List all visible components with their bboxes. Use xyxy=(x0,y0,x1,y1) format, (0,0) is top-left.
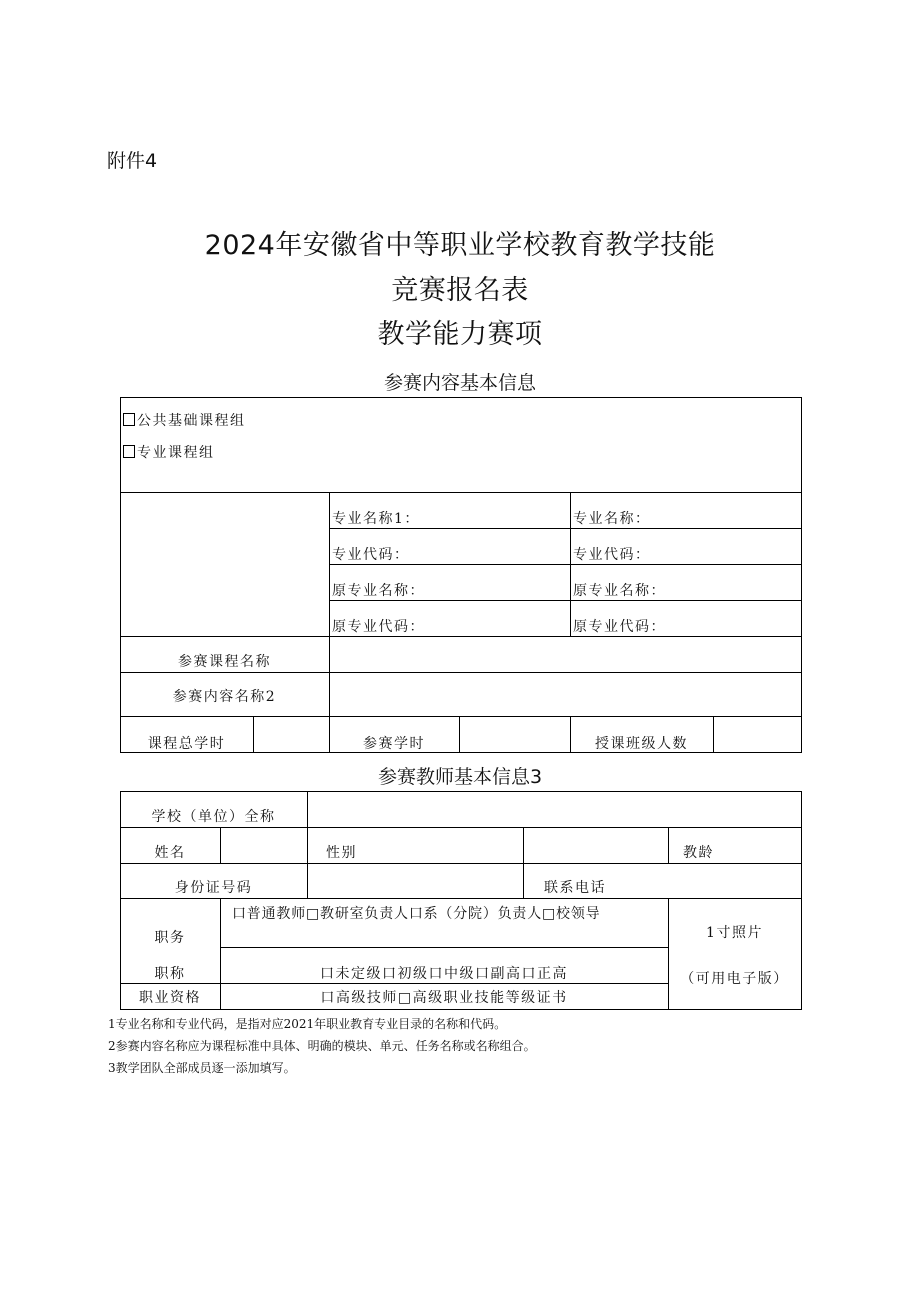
label-course-name: 参赛课程名称 xyxy=(178,654,271,670)
checkbox-public-group[interactable]: 公共基础课程组 xyxy=(123,410,246,430)
label-gender: 性别 xyxy=(326,845,357,861)
label-major-name: 专业名称： xyxy=(573,511,651,527)
label-orig-major-code: 原专业代码： xyxy=(332,619,425,635)
label-phone: 联系电话 xyxy=(544,880,606,896)
label-name: 姓名 xyxy=(154,845,186,861)
page-title-line2: 竞赛报名表 xyxy=(391,275,529,306)
page-subtitle: 教学能力赛项 xyxy=(377,319,543,350)
label-teaching-years: 教龄 xyxy=(683,845,714,861)
label-orig-major-code-2: 原专业代码： xyxy=(573,619,666,635)
attachment-label: 附件4 xyxy=(107,150,158,172)
page-title: 2024年安徽省中等职业学校教育教学技能 xyxy=(204,230,716,261)
label-major-name-1: 专业名称1： xyxy=(332,511,420,527)
label-title: 职称 xyxy=(154,966,186,982)
photo-note: （可用电子版） xyxy=(680,971,789,987)
label-position: 职务 xyxy=(154,930,186,946)
label-id-number: 身份证号码 xyxy=(174,880,253,896)
label-class-size: 授课班级人数 xyxy=(595,736,688,752)
label-orig-major-name-2: 原专业名称： xyxy=(573,583,666,599)
checkbox-icon[interactable] xyxy=(123,413,135,426)
qualification-options[interactable]: 口高级技师□高级职业技能等级证书 xyxy=(320,990,568,1006)
section-heading-content: 参赛内容基本信息 xyxy=(383,372,536,394)
checkbox-major-group[interactable]: 专业课程组 xyxy=(123,442,215,462)
label-major-code: 专业代码： xyxy=(332,547,410,563)
label-school: 学校（单位）全称 xyxy=(151,809,276,825)
label-total-hours: 课程总学时 xyxy=(147,736,226,752)
photo-label: 1寸照片 xyxy=(706,925,763,941)
label-contest-hours: 参赛学时 xyxy=(363,736,425,752)
section-heading-teacher: 参赛教师基本信息3 xyxy=(377,766,543,788)
label-major-code-2: 专业代码： xyxy=(573,547,651,563)
label-orig-major-name: 原专业名称： xyxy=(332,583,425,599)
checkbox-icon[interactable] xyxy=(123,445,135,458)
footnote-2: 2参赛内容名称应为课程标准中具体、明确的模块、单元、任务名称或名称组合。 xyxy=(108,1039,536,1053)
footnote-3: 3教学团队全部成员逐一添加填写。 xyxy=(108,1061,296,1075)
title-options[interactable]: 口未定级口初级口中级口副高口正高 xyxy=(320,966,568,982)
label-qualification: 职业资格 xyxy=(139,990,201,1006)
label-content-name: 参赛内容名称2 xyxy=(172,689,277,705)
footnote-1: 1专业名称和专业代码，是指对应2021年职业教育专业目录的名称和代码。 xyxy=(108,1017,507,1031)
position-options[interactable]: 口普通教师□教研室负责人口系（分院）负责人□校领导 xyxy=(232,906,601,922)
